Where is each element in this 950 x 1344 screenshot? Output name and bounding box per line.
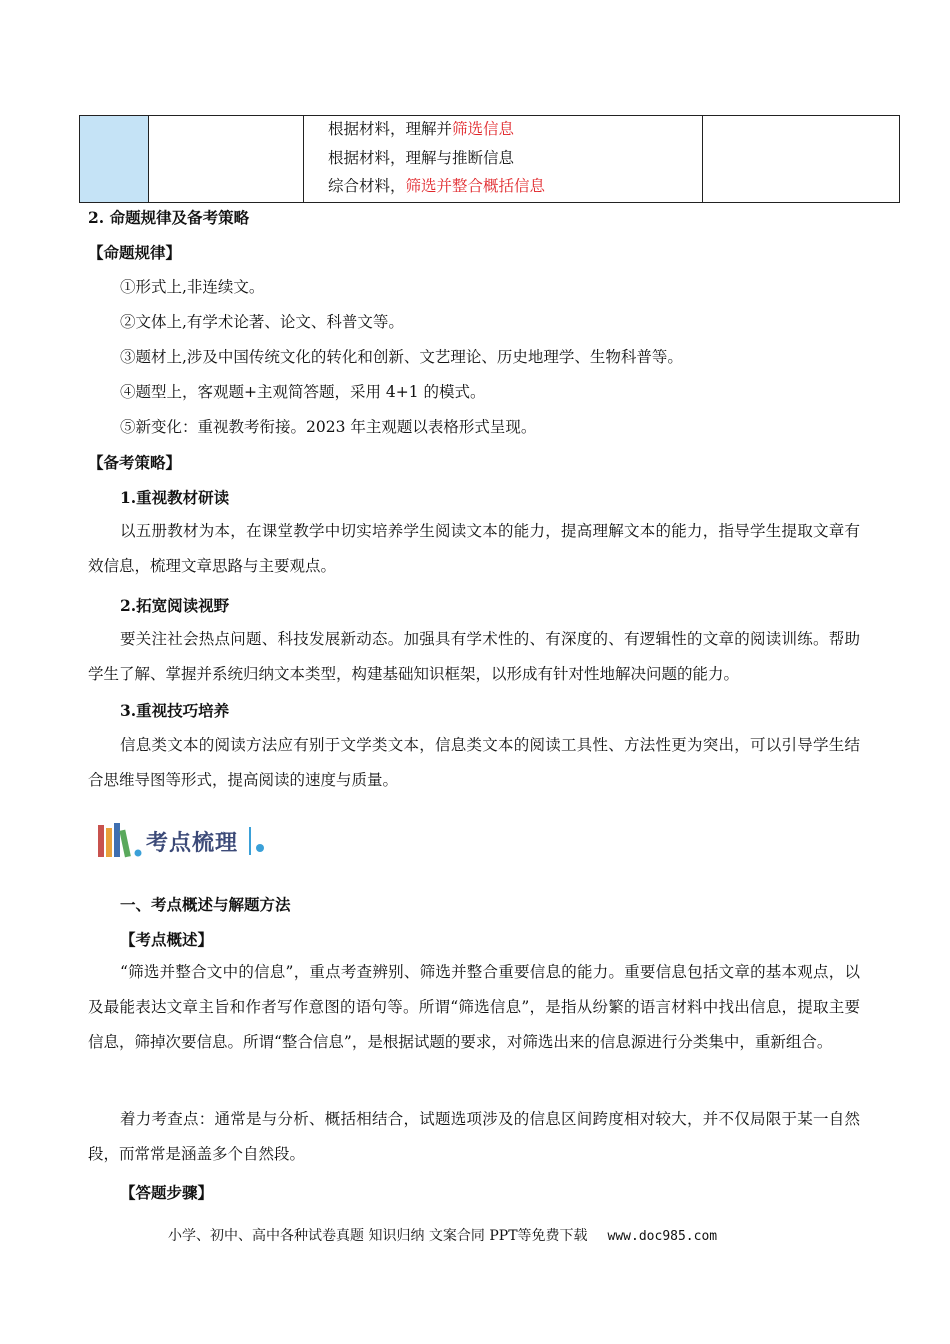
strategy-title: 3.重视技巧培养 [120,701,230,720]
footer-text: 小学、初中、高中各种试卷真题 知识归纳 文案合同 PPT等免费下载 [168,1228,588,1244]
strategy-body: 信息类文本的阅读方法应有别于文学类文本，信息类文本的阅读工具性、方法性更为突出，可以引导学生结合思维导图等形式，提高阅读的速度与质量。 [88,736,860,789]
table-line: 综合材料，筛选并整合概括信息 [328,177,546,195]
logo-dot [256,844,264,852]
books-icon [96,820,144,864]
strategy-title: 1.重视教材研读 [120,488,230,507]
logo-bar [249,827,251,855]
strategy-body: 要关注社会热点问题、科技发展新动态。加强具有学术性的、有深度的、有逻辑性的文章的阅读训练。帮助学生了解、掌握并系统归纳文本类型，构建基础知识框架，以形成有针对性地解决问题的能力。 [88,630,860,683]
rule-item: ③题材上,涉及中国传统文化的转化和创新、文艺理论、历史地理学、生物科普等。 [120,348,683,366]
highlight-text: 筛选并整合概括信息 [405,177,546,195]
steps-label: 【答题步骤】 [120,1183,214,1202]
table-cell-requirements [304,116,703,203]
highlight-text: 筛选信息 [452,120,515,138]
exam-points-table [79,115,900,203]
table-line: 根据材料，理解与推断信息 [328,148,515,167]
strategy-title: 2.拓宽阅读视野 [120,596,230,615]
section-logo [96,820,272,864]
rule-item: ①形式上,非连续文。 [120,278,265,296]
strategy-label: 【备考策略】 [88,453,182,472]
rule-item: ④题型上，客观题+主观简答题，采用 4+1 的模式。 [120,383,486,401]
rule-item: ⑤新变化：重视教考衔接。2023 年主观题以表格形式呈现。 [120,418,537,436]
page-footer [168,1225,717,1245]
table-cell-category [80,116,149,203]
rule-item: ②文体上,有学术论著、论文、科普文等。 [120,313,404,331]
overview-label: 【考点概述】 [120,930,214,949]
table-cell-empty [149,116,304,203]
logo-text: 考点梳理 [146,831,239,856]
table-cell-empty [703,116,900,203]
strategy-body: 以五册教材为本，在课堂教学中切实培养学生阅读文本的能力，提高理解文本的能力，指导学生提取文章有效信息，梳理文章思路与主要观点。 [88,522,860,575]
table-line: 根据材料，理解并筛选信息 [328,120,515,138]
overview-paragraph: 着力考查点：通常是与分析、概括相结合，试题选项涉及的信息区间跨度相对较大，并不仅局限于某一自然段，而常常是涵盖多个自然段。 [88,1110,860,1163]
rules-label: 【命题规律】 [88,243,182,262]
footer-url[interactable]: www.doc985.com [607,1229,718,1244]
section-heading: 2. 命题规律及备考策略 [88,208,250,227]
overview-paragraph: “筛选并整合文中的信息”，重点考查辨别、筛选并整合重要信息的能力。重要信息包括文章的基本观点，以及最能表达文章主旨和作者写作意图的语句等。所谓“筛选信息”，是指从纷繁的语言材料中找出信息，提取主要信息，筛掉次要信息。所谓“整合信息”，是根据试题的要求，对筛选出来的信息源进行分类集中，重新组合。 [88,963,860,1051]
section-heading: 一、考点概述与解题方法 [120,895,291,914]
